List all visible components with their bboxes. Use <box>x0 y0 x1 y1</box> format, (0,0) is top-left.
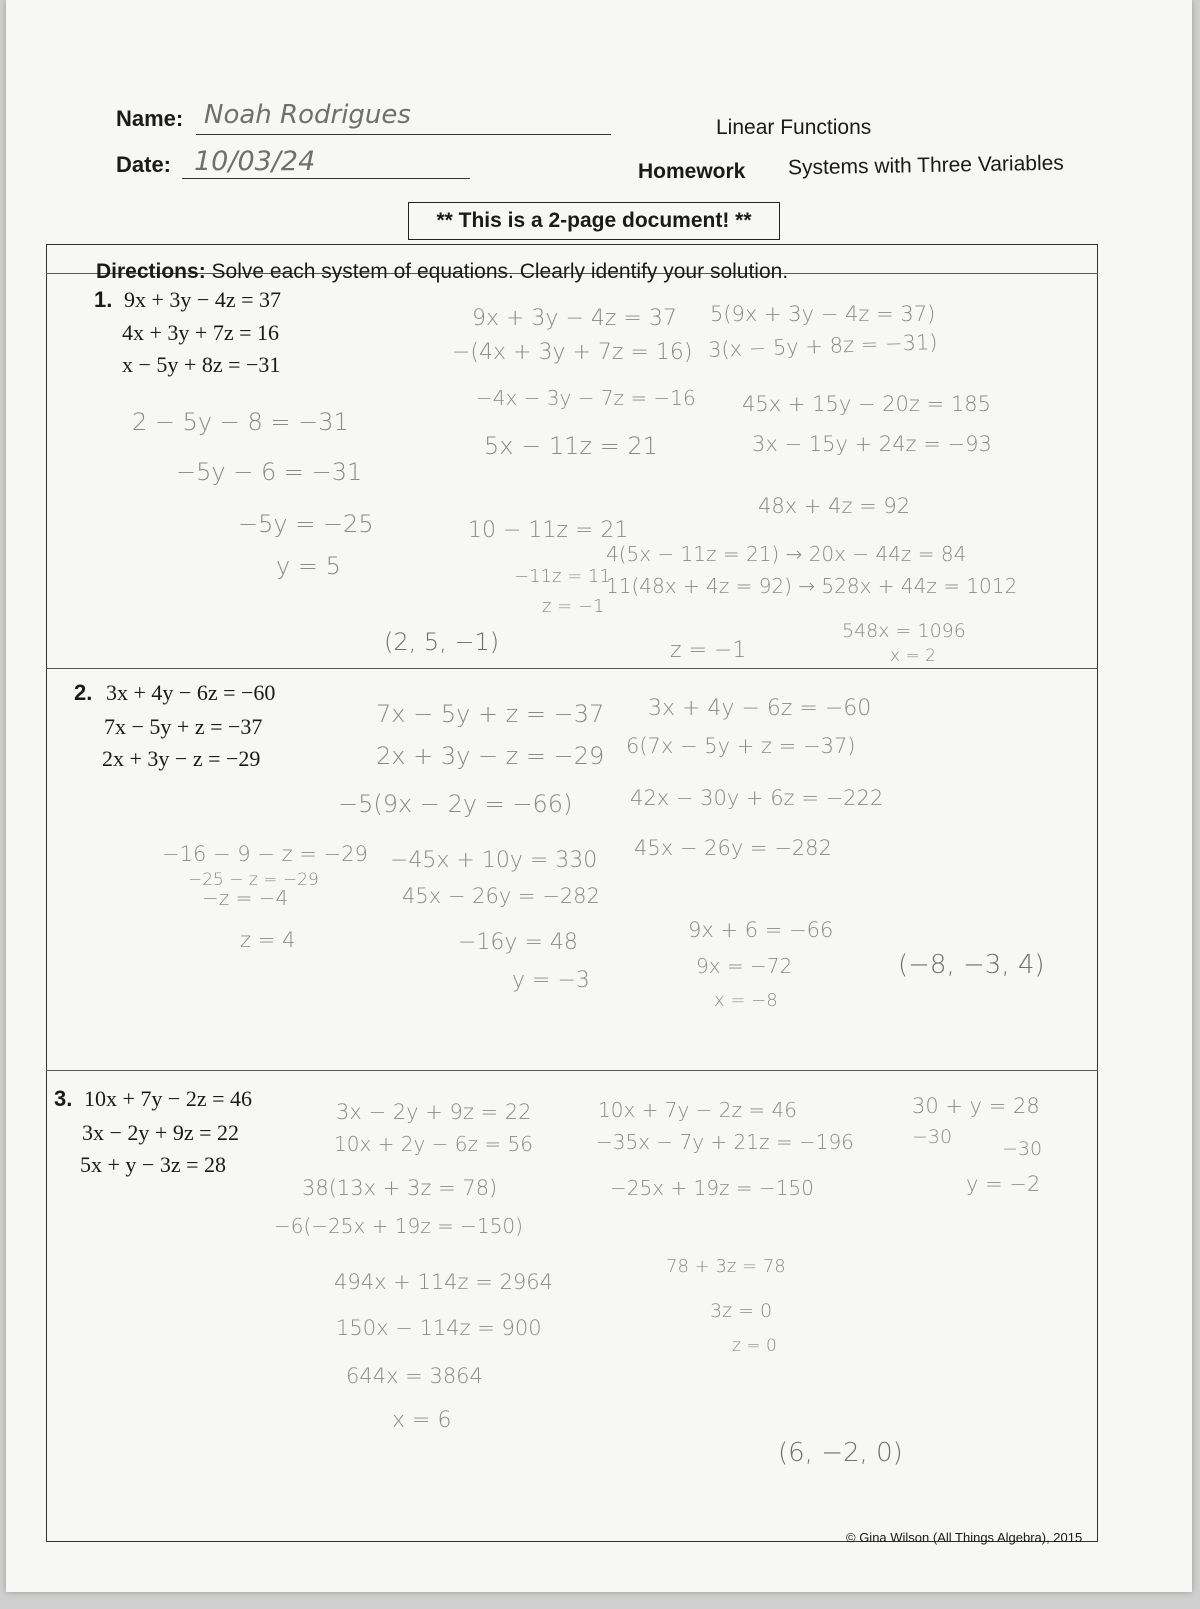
copyright: © Gina Wilson (All Things Algebra), 2015 <box>846 1530 1083 1545</box>
work-line: x = 2 <box>890 646 936 666</box>
problem-2-eq-3: 2x + 3y − z = −29 <box>102 746 261 771</box>
work-line: z = −1 <box>542 596 605 617</box>
work-line: 45x + 15y − 20z = 185 <box>742 392 991 416</box>
problem-1-eq-2: 4x + 3y + 7z = 16 <box>122 320 279 345</box>
work-line: −4x − 3y − 7z = −16 <box>476 386 696 410</box>
work-line: 10 − 11z = 21 <box>468 518 629 543</box>
work-line: 150x − 114z = 900 <box>336 1316 542 1340</box>
doc-type: Homework <box>638 160 746 183</box>
work-line: −16 − 9 − z = −29 <box>162 842 368 866</box>
problem-1-eq-1: 9x + 3y − 4z = 37 <box>124 287 281 312</box>
directions <box>96 260 788 284</box>
work-line: 9x = −72 <box>696 954 793 978</box>
name-line <box>196 134 611 135</box>
work-line: −z = −4 <box>202 886 289 910</box>
work-line: 45x − 26y = −282 <box>634 836 832 860</box>
work-line: 10x + 7y − 2z = 46 <box>598 1098 797 1122</box>
problem-1-number: 1. <box>94 287 113 312</box>
work-line: −5(9x − 2y = −66) <box>338 790 573 818</box>
work-line: 3x + 4y − 6z = −60 <box>648 696 872 721</box>
work-line: z = 4 <box>240 928 296 952</box>
work-line: −35x − 7y + 21z = −196 <box>596 1130 854 1154</box>
work-line: 3(x − 5y + 8z = −31) <box>707 330 938 362</box>
problem-3-eq-2: 3x − 2y + 9z = 22 <box>82 1120 239 1145</box>
date-label: Date: <box>116 152 172 177</box>
problem-2-number: 2. <box>74 680 93 705</box>
work-line: y = −3 <box>512 968 590 993</box>
work-line: 5x − 11z = 21 <box>484 432 658 460</box>
work-line: 7x − 5y + z = −37 <box>376 700 605 728</box>
work-line: 11(48x + 4z = 92) → 528x + 44z = 1012 <box>606 574 1018 598</box>
work-line: 494x + 114z = 2964 <box>334 1270 553 1294</box>
directions-text: Solve each system of equations. Clearly identify your solution. <box>211 260 789 283</box>
work-line: y = −2 <box>966 1172 1041 1196</box>
work-line: 4(5x − 11z = 21) → 20x − 44z = 84 <box>606 542 967 566</box>
worksheet-page <box>6 0 1192 1592</box>
problem-2-eq-2: 7x − 5y + z = −37 <box>104 714 263 739</box>
work-line: −30 <box>1002 1138 1043 1160</box>
work-line: y = 5 <box>276 552 341 580</box>
name-value: Noah Rodrigues <box>204 100 411 130</box>
work-line: z = −1 <box>670 638 747 663</box>
work-line: −6(−25x + 19z = −150) <box>274 1214 523 1238</box>
two-page-banner: ** This is a 2-page document! ** <box>408 202 780 240</box>
work-line: 2x + 3y − z = −29 <box>376 742 605 770</box>
problem-1-eq-3: x − 5y + 8z = −31 <box>122 352 281 377</box>
work-line: 548x = 1096 <box>842 620 966 642</box>
work-line: 2 − 5y − 8 = −31 <box>132 408 349 436</box>
unit-title: Linear Functions <box>716 116 872 139</box>
problem-1-divider <box>46 668 1098 669</box>
problem-2-eq-1: 3x + 4y − 6z = −60 <box>106 680 276 705</box>
problem-2-divider <box>46 1070 1098 1071</box>
work-line: 5(9x + 3y − 4z = 37) <box>710 302 936 326</box>
work-line: 78 + 3z = 78 <box>666 1256 786 1277</box>
problem-3-answer: (6, −2, 0) <box>778 1438 903 1468</box>
work-line: 3x − 15y + 24z = −93 <box>752 432 992 456</box>
topic-title: Systems with Three Variables <box>787 151 1065 180</box>
problem-3-eq-1: 10x + 7y − 2z = 46 <box>84 1086 252 1111</box>
work-line: 9x + 6 = −66 <box>688 918 834 942</box>
work-line: −5y = −25 <box>238 510 374 538</box>
date-line <box>182 178 470 179</box>
problem-3-eq-3: 5x + y − 3z = 28 <box>80 1152 226 1177</box>
problem-3-number: 3. <box>54 1086 73 1111</box>
date-value: 10/03/24 <box>194 146 316 177</box>
work-line: 10x + 2y − 6z = 56 <box>334 1132 533 1156</box>
work-line: −16y = 48 <box>458 930 578 955</box>
problem-1-answer: (2, 5, −1) <box>384 628 500 656</box>
work-line: 42x − 30y + 6z = −222 <box>630 786 884 810</box>
work-line: −45x + 10y = 330 <box>390 848 598 873</box>
work-line: x = 6 <box>392 1408 452 1433</box>
work-line: 38(13x + 3z = 78) <box>302 1176 498 1200</box>
name-label: Name: <box>116 106 184 131</box>
directions-label: Directions: <box>96 260 206 283</box>
work-line: −25 − z = −29 <box>188 870 319 890</box>
work-line: −30 <box>912 1126 953 1148</box>
work-line: 6(7x − 5y + z = −37) <box>626 734 856 758</box>
work-line: −25x + 19z = −150 <box>610 1176 814 1200</box>
work-line: 30 + y = 28 <box>912 1094 1040 1118</box>
work-line: 3z = 0 <box>710 1300 773 1322</box>
work-line: 644x = 3864 <box>346 1364 483 1388</box>
work-line: 45x − 26y = −282 <box>402 884 600 908</box>
work-line: −5y − 6 = −31 <box>176 458 363 486</box>
work-line: 3x − 2y + 9z = 22 <box>336 1100 532 1124</box>
work-line: 9x + 3y − 4z = 37 <box>472 306 677 331</box>
problem-2-answer: (−8, −3, 4) <box>898 950 1045 980</box>
work-line: x = −8 <box>714 990 778 1011</box>
work-line: 48x + 4z = 92 <box>758 494 911 518</box>
work-line: −11z = 11 <box>514 566 611 587</box>
work-line: z = 0 <box>732 1336 777 1356</box>
work-line: −(4x + 3y + 7z = 16) <box>452 340 693 365</box>
